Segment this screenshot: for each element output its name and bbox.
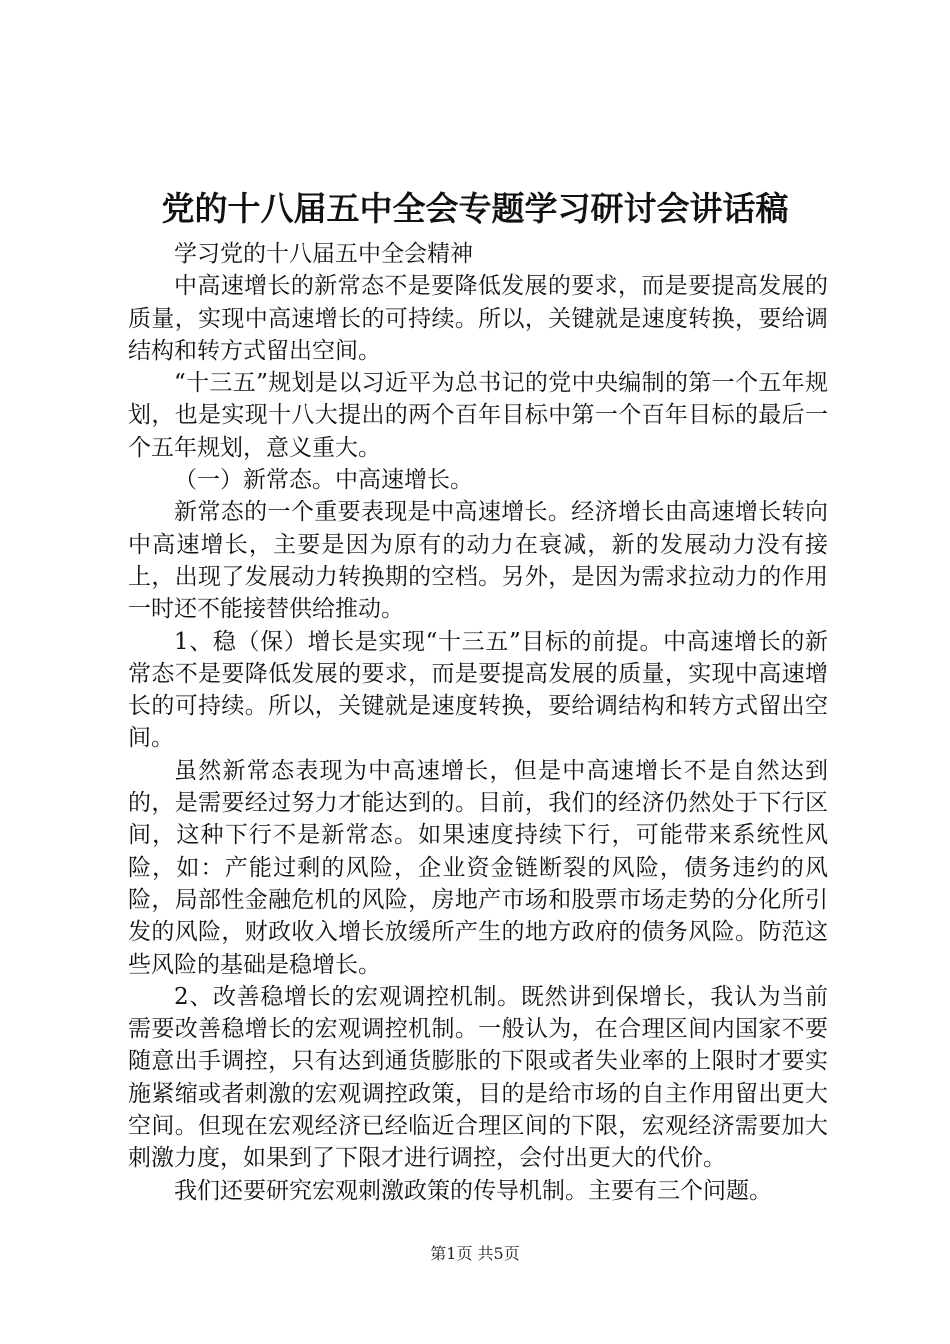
page-footer: 第1页 共5页: [430, 1244, 520, 1263]
paragraph: 虽然新常态表现为中高速增长，但是中高速增长不是自然达到的，是需要经过努力才能达到的。目前，我们的经济仍然处于下行区间，这种下行不是新常态。如果速度持续下行，可能带来系统性风险，如：产能过剩的风险，企业资金链断裂的风险，债务违约的风险，局部性金融危机的风险，房地产市场和股票市场走势的分化所引发的风险，财政收入增长放缓所产生的地方政府的债务风险。防范这些风险的基础是稳增长。: [128, 757, 828, 978]
document-body: [128, 238, 828, 1207]
paragraph: 2、改善稳增长的宏观调控机制。既然讲到保增长，我认为当前需要改善稳增长的宏观调控机制。一般认为，在合理区间内国家不要随意出手调控，只有达到通货膨胀的下限或者失业率的上限时才要实施紧缩或者刺激的宏观调控政策，目的是给市场的自主作用留出更大空间。但现在宏观经济已经临近合理区间的下限，宏观经济需要加大刺激力度，如果到了下限才进行调控，会付出更大的代价。: [128, 983, 828, 1172]
paragraph: 新常态的一个重要表现是中高速增长。经济增长由高速增长转向中高速增长，主要是因为原有的动力在衰减，新的发展动力没有接上，出现了发展动力转换期的空档。另外，是因为需求拉动力的作用一时还不能接替供给推动。: [128, 499, 828, 623]
paragraph: 1、稳（保）增长是实现“十三五”目标的前提。中高速增长的新常态不是要降低发展的要求，而是要提高发展的质量，实现中高速增长的可持续。所以，关键就是速度转换，要给调结构和转方式留出空间。: [128, 628, 828, 752]
document-title: 党的十八届五中全会专题学习研讨会讲话稿: [161, 189, 789, 228]
paragraph: 中高速增长的新常态不是要降低发展的要求，而是要提高发展的质量，实现中高速增长的可持续。所以，关键就是速度转换，要给调结构和转方式留出空间。: [128, 273, 828, 364]
paragraph: 学习党的十八届五中全会精神: [174, 241, 473, 267]
paragraph: 我们还要研究宏观刺激政策的传导机制。主要有三个问题。: [174, 1177, 772, 1204]
paragraph: “十三五”规划是以习近平为总书记的党中央编制的第一个五年规划，也是实现十八大提出的两个百年目标中第一个百年目标的最后一个五年规划，意义重大。: [128, 370, 828, 461]
paragraph: （一）新常态。中高速增长。: [174, 467, 473, 494]
